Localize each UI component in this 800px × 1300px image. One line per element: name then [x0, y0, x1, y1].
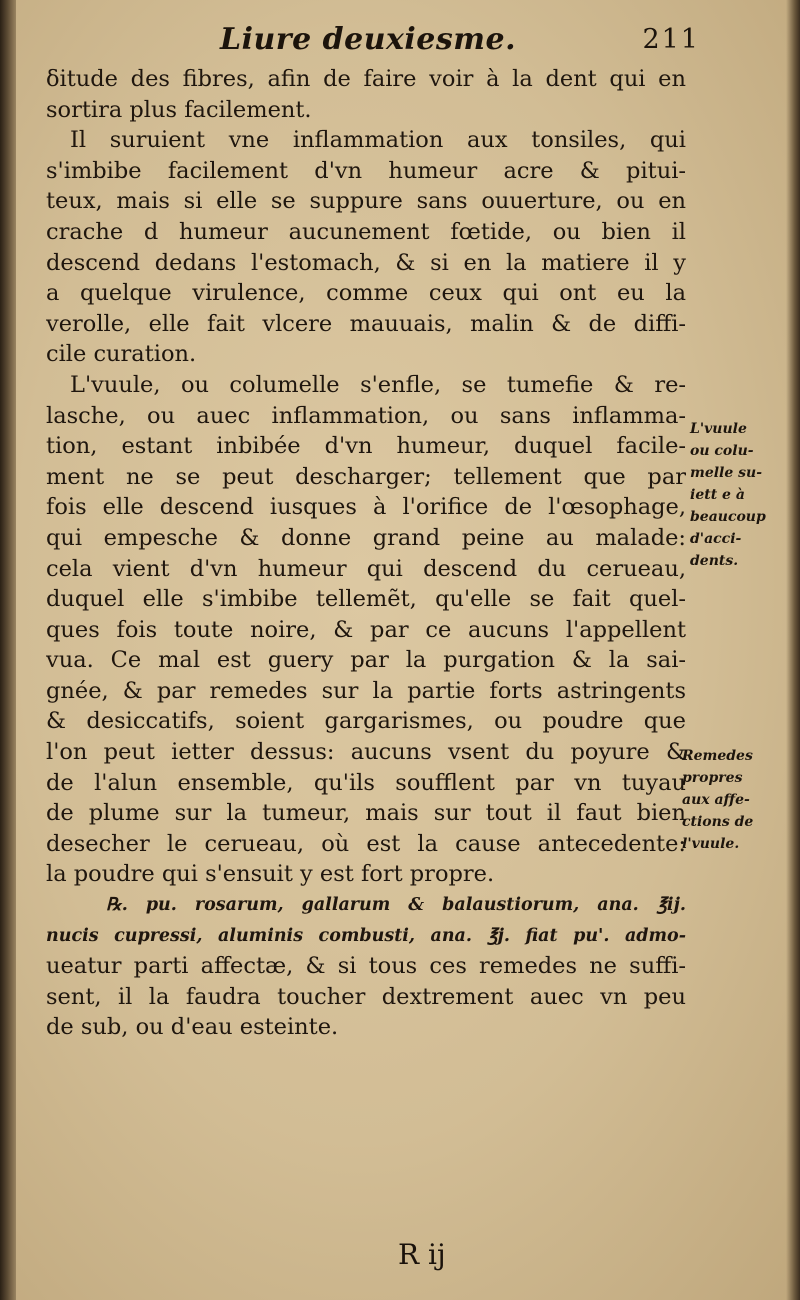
margin-note-line: melle su- [690, 465, 763, 481]
text-line: ẟitude des fibres, afin de faire voir à la dent qui en [46, 66, 686, 92]
text-line: de plume sur la tumeur, mais sur tout il faut bien [46, 800, 686, 827]
text-line: ment ne se peut descharger; tellement que par [46, 463, 686, 490]
margin-note-line: d'acci- [690, 531, 742, 547]
page-number: 211 [642, 24, 700, 55]
text-line: cile curation. [46, 341, 197, 368]
prescription-line: ℞. pu. rosarum, gallarum & balaustiorum, ana. ℥ij. [106, 895, 686, 916]
text-line: ques fois toute noire, & par ce aucuns l'appellent [46, 616, 686, 643]
text-line: Il suruient vne inflammation aux tonsiles, qui [70, 127, 686, 154]
text-line: verolle, elle fait vlcere mauuais, malin & de diffi- [46, 310, 686, 337]
text-line: ueatur parti affectæ, & si tous ces remedes ne suffi- [46, 953, 686, 980]
text-line: sortira plus facilement. [46, 96, 312, 123]
margin-note-uvula [690, 418, 785, 572]
text-line: tion, estant inbibée d'vn humeur, duquel facile- [46, 433, 686, 460]
text-line: a quelque virulence, comme ceux qui ont eu la [46, 280, 686, 307]
text-line: l'on peut ietter dessus: aucuns vsent du poyure & [46, 739, 686, 766]
prescription-line: nucis cupressi, aluminis combusti, ana. ℥j. fiat pu'. admo- [46, 925, 686, 946]
margin-note-remedies [682, 745, 777, 855]
text-line: desecher le cerueau, où est la cause antecedente: [46, 830, 686, 857]
binding-shadow [0, 0, 16, 1300]
text-line: vua. Ce mal est guery par la purgation & la sai- [46, 647, 686, 674]
signature-mark: R ij [398, 1238, 446, 1271]
text-line: duquel elle s'imbibe tellemẽt, qu'elle se fait quel- [46, 586, 686, 613]
text-line: la poudre qui s'ensuit y est fort propre. [46, 861, 495, 888]
margin-note-line: Remedes [682, 748, 753, 764]
text-line: fois elle descend iusques à l'orifice de l'œsophage, [46, 494, 686, 521]
text-line: L'vuule, ou columelle s'enfle, se tumefie & re- [70, 371, 686, 398]
text-line: crache d humeur aucunement fœtide, ou bien il [46, 218, 686, 245]
text-line: & desiccatifs, soient gargarismes, ou poudre que [46, 708, 686, 735]
page-header [60, 22, 700, 62]
text-line: teux, mais si elle se suppure sans ouuerture, ou en [46, 188, 686, 215]
text-line: sent, il la faudra toucher dextrement auec vn peu [46, 983, 686, 1010]
text-line: de l'alun ensemble, qu'ils soufflent par vn tuyau [46, 769, 686, 796]
margin-note-line: L'vuule [690, 421, 747, 437]
margin-note-line: beaucoup [690, 509, 766, 525]
text-line: s'imbibe facilement d'vn humeur acre & pitui- [46, 157, 686, 184]
margin-note-line: iett e à [690, 487, 745, 503]
margin-note-line: ou colu- [690, 443, 754, 459]
text-line: lasche, ou auec inflammation, ou sans inflamma- [46, 402, 686, 429]
text-line: gnée, & par remedes sur la partie forts astringents [46, 677, 686, 704]
margin-note-line: dents. [690, 553, 739, 569]
text-line: de sub, ou d'eau esteinte. [46, 1014, 339, 1041]
margin-note-line: propres [682, 770, 743, 786]
page-edge-shadow [786, 0, 800, 1300]
margin-note-line: l'vuule. [682, 836, 740, 852]
running-head: Liure deuxiesme. [220, 22, 517, 57]
text-line: cela vient d'vn humeur qui descend du cerueau, [46, 555, 686, 582]
text-line: descend dedans l'estomach, & si en la matiere il y [46, 249, 686, 276]
margin-note-line: ctions de [682, 814, 754, 830]
text-line: qui empesche & donne grand peine au malade: [46, 524, 686, 551]
body-text [46, 64, 686, 1043]
margin-note-line: aux affe- [682, 792, 750, 808]
